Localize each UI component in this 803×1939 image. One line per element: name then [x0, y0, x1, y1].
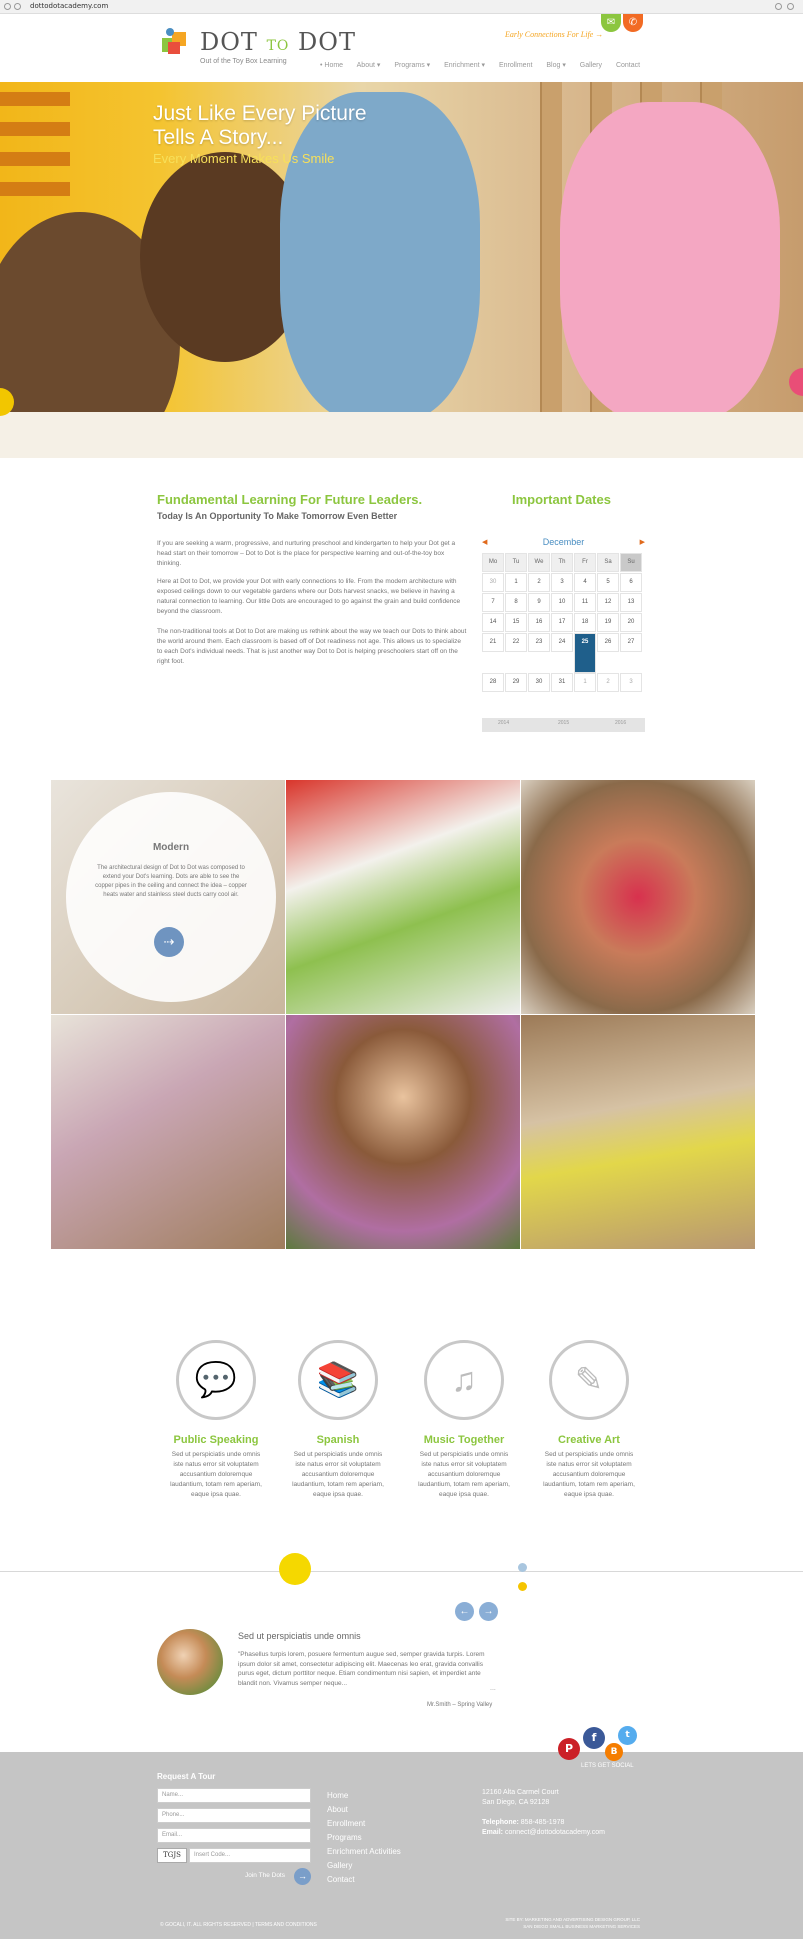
- nav-contact[interactable]: Contact: [615, 62, 641, 69]
- calendar-day[interactable]: 29: [505, 673, 527, 692]
- timeline-dot[interactable]: [518, 1563, 527, 1572]
- facebook-icon[interactable]: f: [583, 1727, 605, 1749]
- calendar-year[interactable]: 2014: [498, 720, 510, 726]
- hero-title: Just Like Every Picture Tells A Story...: [153, 102, 367, 149]
- calendar-day[interactable]: 10: [551, 593, 573, 612]
- calendar-day[interactable]: 15: [505, 613, 527, 632]
- calendar-year[interactable]: 2016: [615, 720, 627, 726]
- feature-text: Sed ut perspiciatis unde omnis iste natus error sit voluptatem accusantium doloremque laudantium, totam rem aperiam, eaque ipsa quae.: [543, 1451, 635, 1498]
- calendar-day-header: Th: [551, 553, 573, 572]
- phone-icon[interactable]: ✆: [623, 14, 643, 32]
- email-label: Email:: [482, 1829, 504, 1836]
- nav-programs[interactable]: Programs ▾: [394, 62, 431, 69]
- footer-link-gallery[interactable]: Gallery: [327, 1861, 353, 1870]
- calendar-day[interactable]: 24: [551, 633, 573, 652]
- hero-decor: [0, 152, 70, 166]
- calendar-day[interactable]: 11: [574, 593, 596, 612]
- calendar-day[interactable]: 3: [551, 573, 573, 592]
- calendar-day[interactable]: 21: [482, 633, 504, 652]
- footer: [0, 1752, 803, 1939]
- calendar-title: Important Dates: [512, 492, 611, 507]
- nav-home[interactable]: • Home: [320, 62, 344, 69]
- submit-arrow-button[interactable]: →: [294, 1868, 311, 1885]
- calendar-day[interactable]: 30: [482, 573, 504, 592]
- name-field[interactable]: Name...: [157, 1788, 311, 1803]
- captcha-code-field[interactable]: Insert Code...: [189, 1848, 311, 1863]
- main-nav: [320, 61, 652, 69]
- nav-enrichment[interactable]: Enrichment ▾: [444, 62, 485, 69]
- email-field[interactable]: Email...: [157, 1828, 311, 1843]
- books-icon: 📚: [316, 1361, 360, 1399]
- calendar-day-header: Fr: [574, 553, 596, 572]
- logo-wordmark: DOT TO DOT: [200, 28, 356, 56]
- card-title: Modern: [152, 842, 190, 853]
- calendar-day[interactable]: 30: [528, 673, 550, 692]
- captcha-image: TGJS: [157, 1848, 187, 1863]
- hero-table: [0, 412, 803, 458]
- footer-address: [482, 1788, 559, 1808]
- gallery-photo[interactable]: [51, 1015, 285, 1249]
- music-note-icon: ♫: [451, 1361, 477, 1399]
- phone-field[interactable]: Phone...: [157, 1808, 311, 1823]
- calendar-next-icon[interactable]: ▶: [639, 539, 645, 546]
- calendar-day-header: Sa: [597, 553, 619, 572]
- calendar-day[interactable]: 7: [482, 593, 504, 612]
- calendar-day[interactable]: 3: [620, 673, 642, 692]
- address-line: 12160 Alta Carmel Court: [482, 1789, 559, 1796]
- photo-gallery: [51, 780, 755, 1250]
- calendar-day[interactable]: 25: [574, 633, 596, 673]
- hero-photo-child: [560, 102, 780, 422]
- calendar-day-header: Tu: [505, 553, 527, 572]
- calendar-day[interactable]: 20: [620, 613, 642, 632]
- calendar-day[interactable]: 12: [597, 593, 619, 612]
- calendar-day[interactable]: 1: [574, 673, 596, 692]
- calendar-day[interactable]: 5: [597, 573, 619, 592]
- modern-card: [66, 792, 276, 1002]
- feature-text: Sed ut perspiciatis unde omnis iste natus error sit voluptatem accusantium doloremque laudantium, totam rem aperiam, eaque ipsa quae.: [170, 1451, 262, 1498]
- feature-title: Music Together: [423, 1434, 505, 1446]
- calendar-month: December: [542, 537, 585, 547]
- testimonial-text: "Phasellus turpis lorem, posuere fermentum augue sed, semper gravida turpis. Lorem ipsum dolor sit amet, consectetur adipiscing elit. Maecenas leo erat, gravida convallis purus eget, dictum porttitor neque. Etiam condimentum nisi sapien, et imperdiet ante blandit non. Vivamus semper neque...: [238, 1651, 485, 1687]
- phone-label: Telephone:: [482, 1819, 519, 1826]
- calendar-day[interactable]: 6: [620, 573, 642, 592]
- feature-title: Public Speaking: [173, 1434, 259, 1446]
- intro-title: Fundamental Learning For Future Leaders.: [157, 492, 423, 507]
- back-icon[interactable]: [4, 3, 11, 10]
- calendar-day[interactable]: 13: [620, 593, 642, 612]
- calendar-day[interactable]: 19: [597, 613, 619, 632]
- calendar-day[interactable]: 2: [528, 573, 550, 592]
- logo-blocks-icon: [160, 26, 190, 60]
- testimonial-title: Sed ut perspiciatis unde omnis: [238, 1631, 361, 1641]
- calendar-day-header: Mo: [482, 553, 504, 572]
- footer-link-programs[interactable]: Programs: [327, 1833, 362, 1842]
- intro-paragraph: The non-traditional tools at Dot to Dot are making us rethink about the way we teach our Dots to think about the world around them. Each classroom is based off of Dot readiness not age. This allows us to specialize to each Dot's individual needs. That is just another way Dot to Dot is helping preschoolers start off on the right foot.: [157, 628, 467, 665]
- nav-gallery[interactable]: Gallery: [579, 62, 602, 69]
- gallery-tile-modern[interactable]: [51, 780, 285, 1014]
- pinterest-icon[interactable]: P: [558, 1738, 580, 1760]
- hero-decor: [540, 82, 562, 458]
- gallery-photo[interactable]: [521, 1015, 755, 1249]
- calendar-day[interactable]: 18: [574, 613, 596, 632]
- testimonial-author: Mr.Smith – Spring Valley: [427, 1702, 493, 1708]
- footer-link-enrichment[interactable]: Enrichment Activities: [327, 1847, 401, 1856]
- calendar-day-header: Su: [620, 553, 642, 572]
- arrow-right-icon[interactable]: ⇢: [154, 927, 184, 957]
- calendar-day[interactable]: 17: [551, 613, 573, 632]
- footer-link-home[interactable]: Home: [327, 1791, 349, 1800]
- site-credit: [490, 1916, 640, 1930]
- address-bar[interactable]: dottodotacademy.com: [30, 2, 109, 10]
- footer-link-contact[interactable]: Contact: [327, 1875, 355, 1884]
- browser-toolbar: [0, 0, 803, 14]
- timeline-line: [0, 1571, 803, 1572]
- calendar-header: [482, 535, 645, 551]
- gallery-photo[interactable]: [286, 1015, 520, 1249]
- calendar-day[interactable]: 8: [505, 593, 527, 612]
- feature-text: Sed ut perspiciatis unde omnis iste natus error sit voluptatem accusantium doloremque laudantium, totam rem aperiam, eaque ipsa quae.: [418, 1451, 510, 1498]
- calendar-day[interactable]: 31: [551, 673, 573, 692]
- twitter-icon[interactable]: t: [618, 1726, 637, 1745]
- calendar-day[interactable]: 4: [574, 573, 596, 592]
- address-line: San Diego, CA 92128: [482, 1799, 550, 1806]
- intro-paragraph: Here at Dot to Dot, we provide your Dot with early connections to life. From the modern architecture with exposed ceilings down to our vegetable gardens where our Dots harvest snacks, we believe in having a natural connection to learning. Our little Dots are encouraged to go against the grain and build confidence beyond the classroom.: [157, 578, 461, 615]
- gallery-photo[interactable]: [286, 780, 520, 1014]
- calendar-day[interactable]: 14: [482, 613, 504, 632]
- sun-icon: [279, 1553, 311, 1585]
- calendar-day[interactable]: 1: [505, 573, 527, 592]
- footer-links: [327, 1789, 401, 1887]
- testimonial-next-button[interactable]: →: [479, 1602, 498, 1621]
- calendar-day[interactable]: 16: [528, 613, 550, 632]
- hero-decor: [0, 92, 70, 106]
- extensions-icon[interactable]: [775, 3, 782, 10]
- refresh-icon[interactable]: [14, 3, 21, 10]
- testimonial-more[interactable]: ...: [490, 1685, 496, 1692]
- join-label[interactable]: Join The Dots: [245, 1872, 285, 1879]
- feature-title: Spanish: [316, 1434, 360, 1446]
- request-tour-title: Request A Tour: [157, 1772, 216, 1781]
- testimonial-photo: [157, 1629, 223, 1695]
- intro-subtitle: Today Is An Opportunity To Make Tomorrow Even Better: [157, 511, 398, 521]
- footer-link-about[interactable]: About: [327, 1805, 348, 1814]
- feature-ring: [549, 1340, 629, 1420]
- menu-icon[interactable]: [787, 3, 794, 10]
- hero-decor: [0, 122, 70, 136]
- social-label: LETS GET SOCIAL: [581, 1763, 634, 1769]
- email-icon[interactable]: ✉: [601, 14, 621, 32]
- nav-blog[interactable]: Blog ▾: [546, 62, 566, 69]
- feature-title: Creative Art: [558, 1434, 620, 1446]
- calendar-day[interactable]: 26: [597, 633, 619, 652]
- calendar-day[interactable]: 9: [528, 593, 550, 612]
- calendar-day-header: We: [528, 553, 550, 572]
- nav-about[interactable]: About ▾: [356, 62, 381, 69]
- hero-decor: [0, 182, 70, 196]
- hero-subtitle: Every Moment Makes Us Smile: [153, 151, 335, 166]
- feature-text: Sed ut perspiciatis unde omnis iste natus error sit voluptatem accusantium doloremque laudantium, totam rem aperiam, eaque ipsa quae.: [292, 1451, 384, 1498]
- gallery-photo[interactable]: [521, 780, 755, 1014]
- hero-banner: [0, 82, 803, 458]
- card-text: The architectural design of Dot to Dot was composed to extend your Dot's learning. Dots are able to see the copper pipes in the ceiling and connect the idea – copper heats water and stainless steel ducts carry cool air.: [95, 865, 247, 898]
- feature-ring: [176, 1340, 256, 1420]
- calendar-day[interactable]: 23: [528, 633, 550, 652]
- speech-bubbles-icon: 💬: [194, 1361, 238, 1399]
- feature-ring: [424, 1340, 504, 1420]
- calendar-years: [482, 718, 645, 732]
- email-link[interactable]: connect@dottodotacademy.com: [504, 1829, 605, 1836]
- footer-contact: [482, 1818, 605, 1838]
- blogger-icon[interactable]: B: [605, 1743, 623, 1761]
- calendar-day[interactable]: 22: [505, 633, 527, 652]
- credit-line[interactable]: SITE BY: MARKETING AND ADVERTISING DESIGN GROUP, LLC: [505, 1917, 640, 1922]
- footer-link-enrollment[interactable]: Enrollment: [327, 1819, 366, 1828]
- calendar-year[interactable]: 2015: [558, 720, 570, 726]
- feature-ring: [298, 1340, 378, 1420]
- timeline-dot[interactable]: [518, 1582, 527, 1591]
- credit-line[interactable]: SAN DIEGO SMALL BUSINESS MARKETING SERVICES: [523, 1924, 640, 1929]
- calendar-day[interactable]: 2: [597, 673, 619, 692]
- nav-enrollment[interactable]: Enrollment: [498, 62, 533, 69]
- testimonial-prev-button[interactable]: ←: [455, 1602, 474, 1621]
- logo-subtitle: Out of the Toy Box Learning: [200, 58, 287, 65]
- phone-number[interactable]: 858-485-1978: [520, 1819, 565, 1826]
- calendar-prev-icon[interactable]: ◀: [482, 539, 488, 546]
- paintbrush-icon: ✎: [574, 1361, 604, 1399]
- calendar-day[interactable]: 28: [482, 673, 504, 692]
- tagline[interactable]: Early Connections For Life →: [505, 30, 604, 39]
- copyright: © GOCALI, IT. ALL RIGHTS RESERVED | TERMS AND CONDITIONS: [160, 1922, 317, 1928]
- calendar-day[interactable]: 27: [620, 633, 642, 652]
- intro-paragraph: If you are seeking a warm, progressive, and nurturing preschool and kindergarten to help your Dot get a head start on their tomorrow – Dot to Dot is the place for perspective learning and out-of-the-toy box thinking.: [157, 540, 456, 567]
